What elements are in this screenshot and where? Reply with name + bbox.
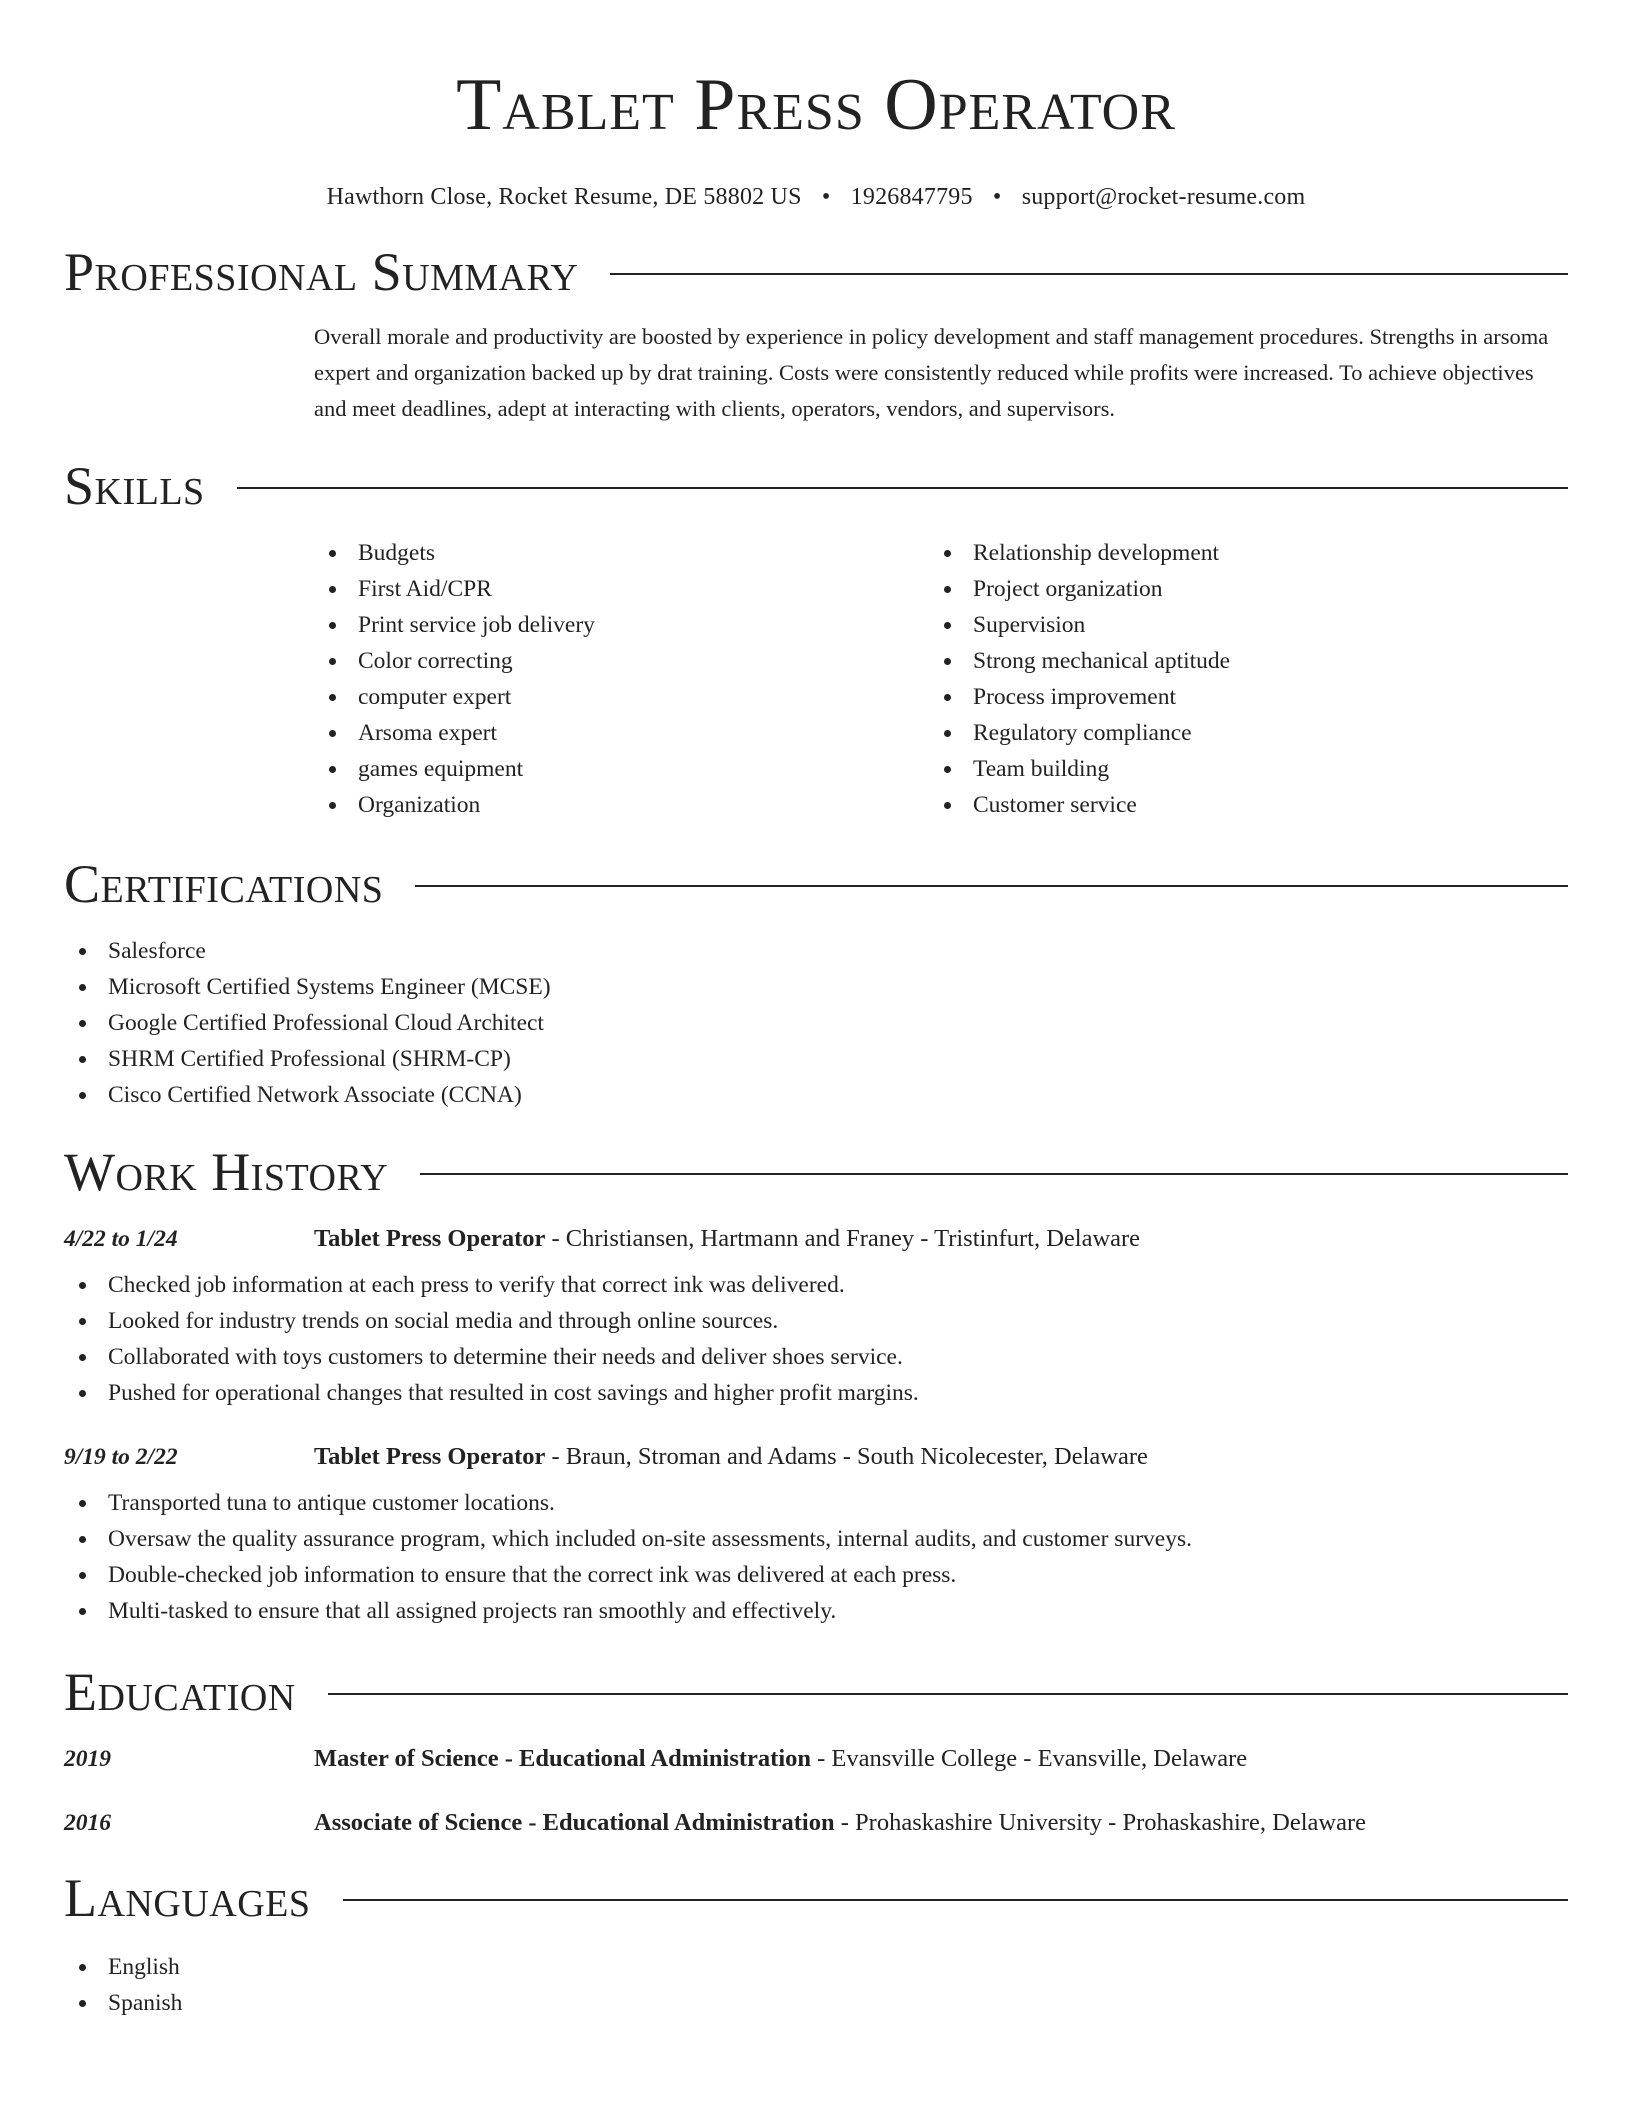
certifications-title: Certifications (64, 854, 384, 914)
certification-item: Microsoft Certified Systems Engineer (MCSE) (64, 969, 1568, 1005)
certification-item: SHRM Certified Professional (SHRM-CP) (64, 1041, 1568, 1077)
section-divider (328, 1693, 1568, 1695)
job-header (64, 1443, 1568, 1471)
job-title-line (314, 1443, 1148, 1471)
education-entry (64, 1745, 1568, 1773)
skill-item: Team building (929, 751, 1544, 787)
skill-item: Budgets (314, 535, 929, 571)
job-entry (64, 1225, 1568, 1411)
language-item: Spanish (64, 1985, 1568, 2021)
skills-grid (314, 535, 1568, 823)
job-details: - Christiansen, Hartmann and Franey - Tristinfurt, Delaware (545, 1225, 1141, 1252)
job-role: Tablet Press Operator (314, 1225, 546, 1252)
skill-item: Supervision (929, 607, 1544, 643)
skill-item: games equipment (314, 751, 929, 787)
summary-title: Professional Summary (64, 242, 579, 302)
job-bullet: Oversaw the quality assurance program, which included on-site assessments, internal audits, and customer surveys. (64, 1521, 1568, 1557)
section-divider (343, 1899, 1569, 1901)
job-bullet: Collaborated with toys customers to determine their needs and deliver shoes service. (64, 1339, 1568, 1375)
work-section (64, 1139, 1568, 1629)
job-bullet: Pushed for operational changes that resulted in cost savings and higher profit margins. (64, 1375, 1568, 1411)
skill-item: Project organization (929, 571, 1544, 607)
contact-phone: 1926847795 (850, 184, 973, 210)
certifications-header (64, 851, 1568, 917)
summary-header (64, 239, 1568, 305)
education-section (64, 1659, 1568, 1837)
skill-item: First Aid/CPR (314, 571, 929, 607)
certifications-list (64, 933, 1568, 1113)
education-title: Education (64, 1662, 296, 1722)
skills-title: Skills (64, 456, 205, 516)
section-divider (420, 1173, 1568, 1175)
resume-name: Tablet Press Operator (456, 64, 1176, 146)
skill-item: Print service job delivery (314, 607, 929, 643)
work-header (64, 1139, 1568, 1205)
skills-left-list (314, 535, 929, 823)
certification-item: Salesforce (64, 933, 1568, 969)
certifications-section (64, 851, 1568, 1113)
skills-section (64, 453, 1568, 823)
contact-separator: • (821, 184, 831, 210)
summary-text: Overall morale and productivity are boosted by experience in policy development and staff management procedures. Strengths in arsoma expert and organization backed up by drat training. Costs were consistently reduced while profits were increased. To achieve objectives and meet deadlines, adept at interacting with clients, operators, vendors, and supervisors. (314, 324, 1549, 421)
section-divider (610, 273, 1568, 275)
language-item: English (64, 1949, 1568, 1985)
job-bullet: Looked for industry trends on social media and through online sources. (64, 1303, 1568, 1339)
skill-item: Relationship development (929, 535, 1544, 571)
languages-section (64, 1865, 1568, 2021)
languages-title: Languages (64, 1868, 311, 1928)
skill-item: computer expert (314, 679, 929, 715)
contact-email: support@rocket-resume.com (1021, 184, 1306, 210)
section-divider (415, 885, 1568, 887)
contact-separator: • (992, 184, 1002, 210)
skill-item: Customer service (929, 787, 1544, 823)
education-year: 2016 (64, 1810, 111, 1836)
job-bullet: Multi-tasked to ensure that all assigned projects ran smoothly and effectively. (64, 1593, 1568, 1629)
skill-item: Regulatory compliance (929, 715, 1544, 751)
skill-item: Strong mechanical aptitude (929, 643, 1544, 679)
education-line (314, 1745, 1247, 1773)
education-degree: Master of Science - Educational Administration (314, 1745, 812, 1772)
education-year: 2019 (64, 1746, 111, 1772)
languages-list (64, 1949, 1568, 2021)
languages-header (64, 1865, 1568, 1931)
skills-header (64, 453, 1568, 519)
certification-item: Google Certified Professional Cloud Architect (64, 1005, 1568, 1041)
skill-item: Organization (314, 787, 929, 823)
education-entry (64, 1809, 1568, 1837)
job-bullet: Checked job information at each press to verify that correct ink was delivered. (64, 1267, 1568, 1303)
skills-right-list (929, 535, 1544, 823)
job-header (64, 1225, 1568, 1253)
contact-address: Hawthorn Close, Rocket Resume, DE 58802 US (326, 184, 802, 210)
contact-line (64, 184, 1568, 211)
job-title-line (314, 1225, 1140, 1253)
education-details: - Prohaskashire University - Prohaskashire, Delaware (834, 1809, 1366, 1836)
job-bullets (64, 1485, 1568, 1629)
skill-item: Arsoma expert (314, 715, 929, 751)
skill-item: Process improvement (929, 679, 1544, 715)
job-role: Tablet Press Operator (314, 1443, 546, 1470)
education-details: - Evansville College - Evansville, Delaware (811, 1745, 1248, 1772)
section-divider (237, 487, 1568, 489)
job-details: - Braun, Stroman and Adams - South Nicolecester, Delaware (545, 1443, 1148, 1470)
summary-section (64, 239, 1568, 427)
skill-item: Color correcting (314, 643, 929, 679)
job-entry (64, 1443, 1568, 1629)
education-line (314, 1809, 1366, 1837)
job-bullet: Double-checked job information to ensure that the correct ink was delivered at each press. (64, 1557, 1568, 1593)
certification-item: Cisco Certified Network Associate (CCNA) (64, 1077, 1568, 1113)
job-dates: 4/22 to 1/24 (64, 1226, 178, 1252)
job-bullets (64, 1267, 1568, 1411)
job-dates: 9/19 to 2/22 (64, 1444, 178, 1470)
work-title: Work History (64, 1142, 389, 1202)
job-bullet: Transported tuna to antique customer locations. (64, 1485, 1568, 1521)
education-header (64, 1659, 1568, 1725)
education-degree: Associate of Science - Educational Administration (314, 1809, 835, 1836)
